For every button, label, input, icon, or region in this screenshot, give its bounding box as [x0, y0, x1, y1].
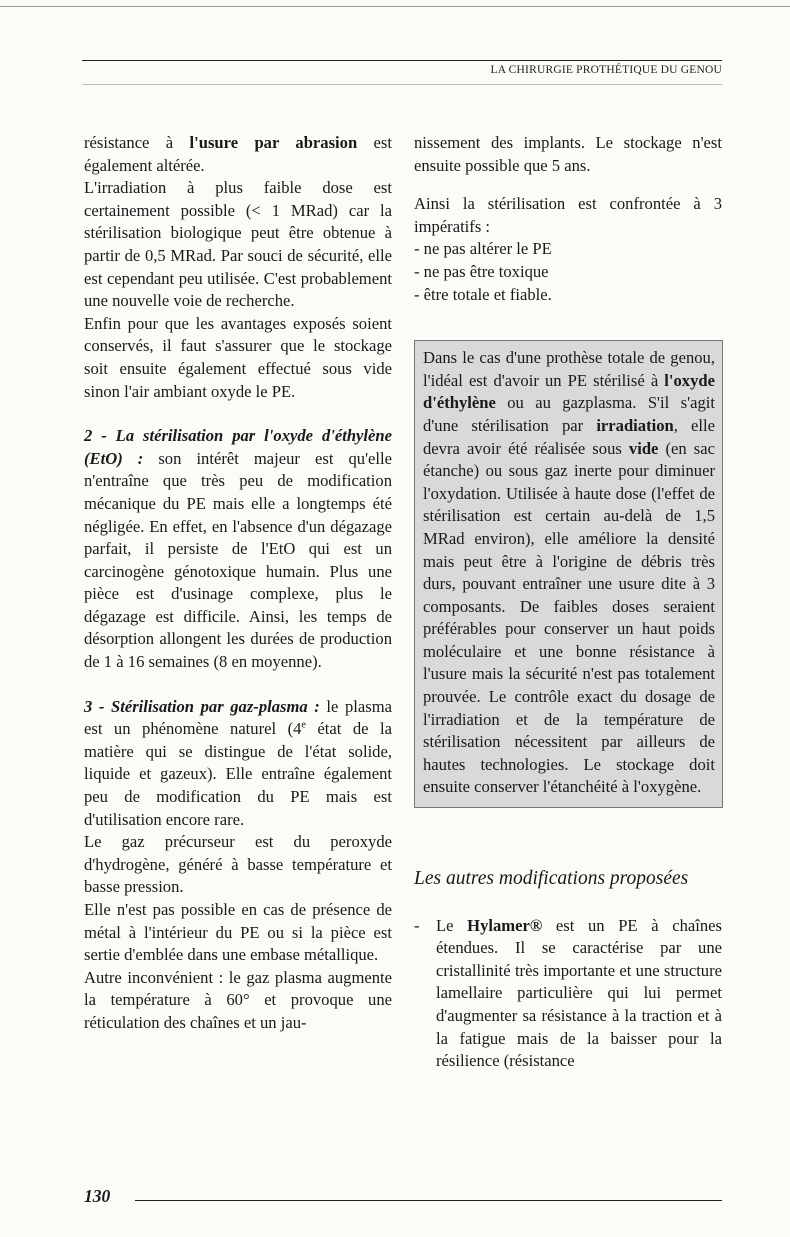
header-rule-lower — [82, 84, 722, 85]
top-edge-line — [0, 6, 790, 7]
header-rule — [82, 60, 722, 61]
running-title: LA CHIRURGIE PROTHÉTIQUE DU GENOU — [490, 64, 722, 76]
page-number: 130 — [84, 1186, 111, 1206]
right-paragraph-2: Ainsi la stérilisation est confrontée à 3 impératifs : — [414, 194, 722, 236]
left-paragraph-4: Le gaz précurseur est du peroxyde d'hydrogène, généré à basse température et basse pression. — [84, 832, 392, 897]
left-column — [84, 132, 392, 1035]
right-paragraph-1: nissement des implants. Le stockage n'est ensuite possible que 5 ans. — [414, 133, 722, 175]
item-dash: - — [414, 915, 420, 935]
left-paragraph-3: Enfin pour que les avantages exposés soient conservés, il faut s'assurer que le stockage soit ensuite également effectué sous vide sinon l'air ambiant oxyde le PE. — [84, 313, 392, 401]
summary-box — [414, 340, 723, 808]
section-title-other-modifications: Les autres modifications proposées — [414, 868, 689, 890]
left-paragraph-2: L'irradiation à plus faible dose est certainement possible (< 1 MRad) car la stérilisation biologique peut être obtenue à partir de 0,5 MRad. Par souci de sécurité, elle est cependant peu utilisée. C'est probablement une nouvelle voie de recherche. — [84, 178, 392, 311]
left-paragraph-6: Autre inconvénient : le gaz plasma augmente la température à 60° et provoque une réticulation des chaînes et un jau- — [84, 967, 392, 1032]
summary-box-text: Dans le cas d'une prothèse totale de genou, l'idéal est d'avoir un PE stérilisé à l'oxyde d'éthylène ou au gazplasma. S'il s'agit d'une stérilisation par irradiation, elle devra avoir été réalisée sous vide (en sac étanche) ou sous gaz inerte pour diminuer l'oxydation. Utilisée à haute dose (l'effet de stérilisation est certain au-delà de 1,5 MRad environ), elle améliore la densité mais peut être à l'origine de débris très durs, pouvant entraîner une usure dite à 3 composants. De faibles doses seraient préférables pour conserver un haut poids moléculaire et une bonne résistance à l'usure mais la sécurité n'est pas totalement prouvée. Le contrôle exact du dosage de l'irradiation et de la température de stérilisation nécessitent par ailleurs de hautes technologies. Le stockage doit ensuite conserver l'étanchéité à l'oxygène. — [423, 348, 715, 797]
left-paragraph-1: résistance à l'usure par abrasion est également altérée. — [84, 133, 392, 175]
list-item-hylamer: - Le Hylamer® est un PE à chaînes étendues. Il se caractérise par une cristallinité très importante et une structure lamellaire particulière qui lui permet d'augmenter sa résistance à la traction et à la fatigue mais de la baisser pour la résilience (résistance — [414, 915, 722, 1073]
section-gas-plasma: 3 - Stérilisation par gaz-plasma : le plasma est un phénomène naturel (4e état de la matière qui se distingue de l'état solide, liquide et gazeux). Elle entraîne également peu de modification du PE mais est d'utilisation encore rare. — [84, 696, 392, 829]
right-column — [414, 132, 722, 1073]
left-paragraph-5: Elle n'est pas possible en cas de présence de métal à l'intérieur du PE ou si la pièce est sertie d'emblée dans une embase métallique. — [84, 900, 392, 965]
footer-rule — [135, 1200, 722, 1201]
list-item-3: - être totale et fiable. — [414, 284, 552, 304]
section-eto: 2 - La stérilisation par l'oxyde d'éthylène (EtO) : son intérêt majeur est qu'elle n'entraîne que très peu de modification mécanique du PE mais elle a longtemps été négligée. En effet, en l'absence d'un dégazage parfait, il persiste de l'EtO qui est un carcinogène génotoxique humain. Plus une pièce est d'usinage complexe, plus le dégazage est difficile. Ainsi, les temps de désorption allongent les durées de production de 1 à 16 semaines (8 en moyenne). — [84, 426, 393, 672]
list-item-2: - ne pas être toxique — [414, 261, 549, 281]
list-item-1: - ne pas altérer le PE — [414, 239, 552, 259]
